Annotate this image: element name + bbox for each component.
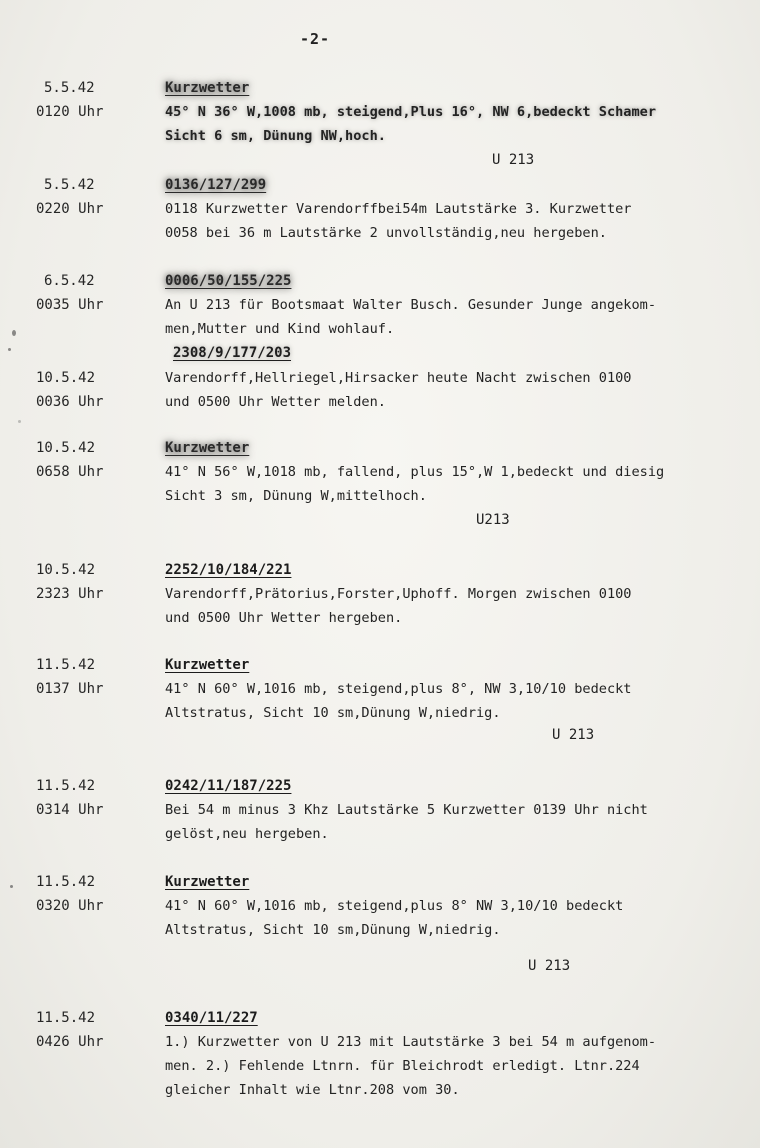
entry-signature: U 213 <box>528 958 571 974</box>
entry-time: 0314 Uhr <box>36 802 104 818</box>
entry-text-line: und 0500 Uhr Wetter hergeben. <box>165 610 403 626</box>
entry-time: 0658 Uhr <box>36 464 104 480</box>
entry-text-line: Sicht 6 sm, Dünung NW,hoch. <box>165 128 386 144</box>
entry-date: 10.5.42 <box>36 370 96 386</box>
entry-text-line: 41° N 60° W,1016 mb, steigend,plus 8° NW 3,10/10 bedeckt <box>165 898 624 914</box>
entry-text-line: An U 213 für Bootsmaat Walter Busch. Gesunder Junge angekom- <box>165 297 657 313</box>
entry-date: 10.5.42 <box>36 562 96 578</box>
entry-text-line: Altstratus, Sicht 10 sm,Dünung W,niedrig. <box>165 705 501 721</box>
entry-text-line: 41° N 56° W,1018 mb, fallend, plus 15°,W 1,bedeckt und diesig <box>165 464 665 480</box>
entry-text-line: und 0500 Uhr Wetter melden. <box>165 394 386 410</box>
scan-speck <box>18 420 21 423</box>
entry-text-line: Varendorff,Prätorius,Forster,Uphoff. Morgen zwischen 0100 <box>165 586 632 602</box>
entry-time: 0120 Uhr <box>36 104 104 120</box>
entry-heading: Kurzwetter <box>165 440 250 456</box>
entry-date: 10.5.42 <box>36 440 96 456</box>
entry-time: 0137 Uhr <box>36 681 104 697</box>
entry-date: 6.5.42 <box>44 273 95 289</box>
entry-time: 0036 Uhr <box>36 394 104 410</box>
entry-text-line: Varendorff,Hellriegel,Hirsacker heute Nacht zwischen 0100 <box>165 370 632 386</box>
entry-heading: Kurzwetter <box>165 80 250 96</box>
entry-time: 0426 Uhr <box>36 1034 104 1050</box>
entry-date: 11.5.42 <box>36 778 96 794</box>
entry-text-line: Sicht 3 sm, Dünung W,mittelhoch. <box>165 488 427 504</box>
entry-text-line: Altstratus, Sicht 10 sm,Dünung W,niedrig. <box>165 922 501 938</box>
entry-subheading: 2308/9/177/203 <box>173 345 292 361</box>
scan-speck <box>10 885 13 888</box>
entry-text-line: men. 2.) Fehlende Ltnrn. für Bleichrodt erledigt. Ltnr.224 <box>165 1058 640 1074</box>
entry-date: 5.5.42 <box>44 80 95 96</box>
entry-time: 2323 Uhr <box>36 586 104 602</box>
entry-text-line: 0118 Kurzwetter Varendorffbei54m Lautstärke 3. Kurzwetter <box>165 201 632 217</box>
entry-signature: U 213 <box>492 152 535 168</box>
page-number: -2- <box>300 30 331 48</box>
entry-text-line: Bei 54 m minus 3 Khz Lautstärke 5 Kurzwetter 0139 Uhr nicht <box>165 802 648 818</box>
entry-time: 0035 Uhr <box>36 297 104 313</box>
entry-heading: 0136/127/299 <box>165 177 267 193</box>
entry-text-line: 0058 bei 36 m Lautstärke 2 unvollständig,neu hergeben. <box>165 225 607 241</box>
entry-date: 11.5.42 <box>36 1010 96 1026</box>
entry-date: 11.5.42 <box>36 657 96 673</box>
scan-speck <box>8 348 11 351</box>
entry-text-line: gelöst,neu hergeben. <box>165 826 329 842</box>
entry-heading: 2252/10/184/221 <box>165 562 292 578</box>
entry-text-line: gleicher Inhalt wie Ltnr.208 vom 30. <box>165 1082 460 1098</box>
entry-text-line: 45° N 36° W,1008 mb, steigend,Plus 16°, NW 6,bedeckt Schamer <box>165 104 657 120</box>
entry-heading: 0006/50/155/225 <box>165 273 292 289</box>
entry-text-line: men,Mutter und Kind wohlauf. <box>165 321 395 337</box>
entry-text-line: 41° N 60° W,1016 mb, steigend,plus 8°, NW 3,10/10 bedeckt <box>165 681 632 697</box>
entry-date: 11.5.42 <box>36 874 96 890</box>
entry-heading: Kurzwetter <box>165 874 250 890</box>
entry-signature: U 213 <box>552 727 595 743</box>
entry-signature: U213 <box>476 512 510 528</box>
scan-speck <box>12 330 16 336</box>
entry-heading: Kurzwetter <box>165 657 250 673</box>
entry-heading: 0242/11/187/225 <box>165 778 292 794</box>
entry-time: 0320 Uhr <box>36 898 104 914</box>
entry-time: 0220 Uhr <box>36 201 104 217</box>
entry-heading: 0340/11/227 <box>165 1010 258 1026</box>
entry-date: 5.5.42 <box>44 177 95 193</box>
entry-text-line: 1.) Kurzwetter von U 213 mit Lautstärke 3 bei 54 m aufgenom- <box>165 1034 657 1050</box>
